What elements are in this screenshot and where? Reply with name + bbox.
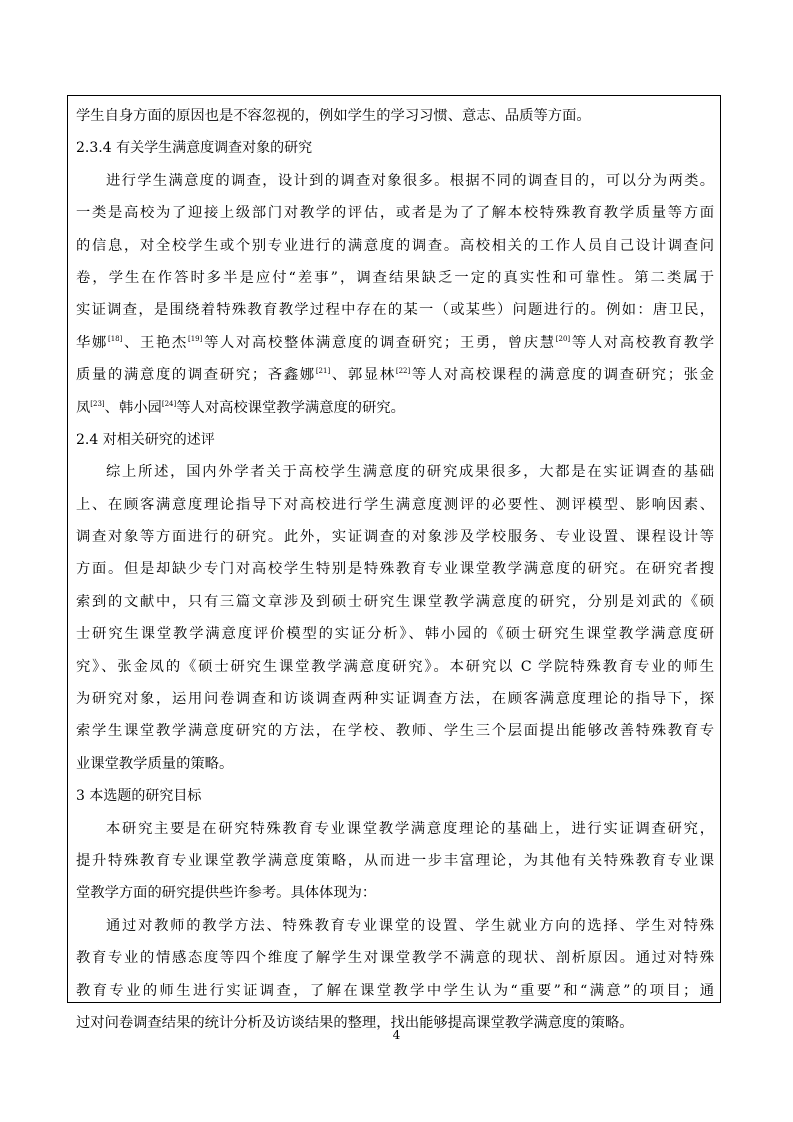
text-line: 士研究生课堂教学满意度评价模型的实证分析》、韩小园的《硕士研究生课堂教学满意度研 — [76, 626, 714, 643]
citation-marker: [23] — [90, 399, 105, 408]
citation-marker: [21] — [315, 367, 331, 376]
citation-marker: [24] — [161, 399, 177, 408]
text-line: 究》、张金凤的《硕士研究生课堂教学满意度研究》。本研究以 C 学院特殊教育专业的师生 — [76, 658, 714, 675]
page-number: 4 — [392, 1028, 401, 1042]
text-line: 调查对象等方面进行的研究。此外，实证调查的对象涉及学校服务、专业设置、课程设计等 — [76, 529, 714, 546]
text-line: 索到的文献中，只有三篇文章涉及到硕士研究生课堂教学满意度的研究，分别是刘武的《硕 — [76, 593, 714, 610]
text-segment: 、郭显林 — [330, 367, 396, 384]
text-line: 实证调查，是围绕着特殊教育教学过程中存在的某一（或某些）问题进行的。例如：唐卫民， — [76, 302, 714, 319]
text-line: 提升特殊教育专业课堂教学满意度策略，从而进一步丰富理论，为其他有关特殊教育专业课 — [76, 852, 714, 869]
citation-marker: [18] — [107, 334, 123, 343]
text-segment: 等人对高校课堂教学满意度的研究。 — [176, 399, 405, 416]
citation-marker: [20] — [555, 334, 571, 343]
text-line: 教育专业的师生进行实证调查，了解在课堂教学中学生认为“重要”和“满意”的项目；通 — [76, 982, 714, 999]
text-segment: 等人对高校整体满意度的调查研究；王勇，曾庆慧 — [202, 334, 556, 351]
text-line: 堂教学方面的研究提供些许参考。具体体现为： — [76, 885, 377, 902]
citation-marker: [22] — [395, 367, 411, 376]
text-line: 综上所述，国内外学者关于高校学生满意度的研究成果很多，大都是在实证调查的基础 — [106, 464, 714, 481]
text-line: 本研究主要是在研究特殊教育专业课堂教学满意度理论的基础上，进行实证调查研究， — [106, 820, 714, 837]
text-line: 的信息，对全校学生或个别专业进行的满意度的调查。高校相关的工作人员自己设计调查问 — [76, 237, 714, 254]
text-line: 为研究对象，运用问卷调查和访谈调查两种实证调查方法，在顾客满意度理论的指导下，探 — [76, 691, 714, 708]
text-line — [76, 327, 714, 359]
text-line: 方面。但是却缺少专门对高校学生特别是特殊教育专业课堂教学满意度的研究。在研究者搜 — [76, 561, 714, 578]
text-line: 过对问卷调查结果的统计分析及访谈结果的整理，找出能够提高课堂教学满意度的策略。 — [76, 1014, 634, 1031]
text-line: 一类是高校为了迎接上级部门对教学的评估，或者是为了了解本校特殊教育教学质量等方面 — [76, 205, 714, 222]
text-line: 卷，学生在作答时多半是应付“差事”，调查结果缺乏一定的真实性和可靠性。第二类属于 — [76, 269, 714, 286]
document-body — [76, 100, 714, 1039]
text-line: 教育专业的情感态度等四个维度了解学生对课堂教学不满意的现状、剖析原因。通过对特殊 — [76, 950, 714, 967]
text-line: 业课堂教学质量的策略。 — [76, 755, 234, 772]
text-line: 学生自身方面的原因也是不容忽视的，例如学生的学习习惯、意志、品质等方面。 — [76, 108, 591, 124]
text-segment: 质量的满意度的调查研究；吝鑫娜 — [76, 367, 316, 384]
text-segment: 、王艳杰 — [122, 334, 188, 351]
section-heading: 2.4 对相关研究的述评 — [76, 431, 215, 448]
section-heading: 3 本选题的研究目标 — [76, 788, 202, 805]
text-line: 进行学生满意度的调查，设计到的调查对象很多。根据不同的调查目的，可以分为两类。 — [106, 172, 714, 189]
citation-marker: [19] — [188, 334, 203, 343]
text-segment: 华娜 — [76, 334, 108, 351]
text-segment: 等人对高校教育教学 — [570, 334, 714, 351]
text-segment: 凤 — [76, 399, 91, 416]
section-heading: 2.3.4 有关学生满意度调查对象的研究 — [76, 140, 313, 157]
text-segment: 、韩小园 — [104, 399, 162, 416]
text-line: 上、在顾客满意度理论指导下对高校进行学生满意度测评的必要性、测评模型、影响因素、 — [76, 496, 714, 513]
text-line: 通过对教师的教学方法、特殊教育专业课堂的设置、学生就业方向的选择、学生对特殊 — [106, 917, 714, 934]
text-segment: 等人对高校课程的满意度的调查研究；张金 — [410, 367, 714, 384]
text-line — [76, 359, 714, 391]
content-frame — [67, 95, 721, 1031]
text-line — [76, 392, 714, 424]
text-line: 索学生课堂教学满意度研究的方法，在学校、教师、学生三个层面提出能够改善特殊教育专 — [76, 723, 714, 740]
